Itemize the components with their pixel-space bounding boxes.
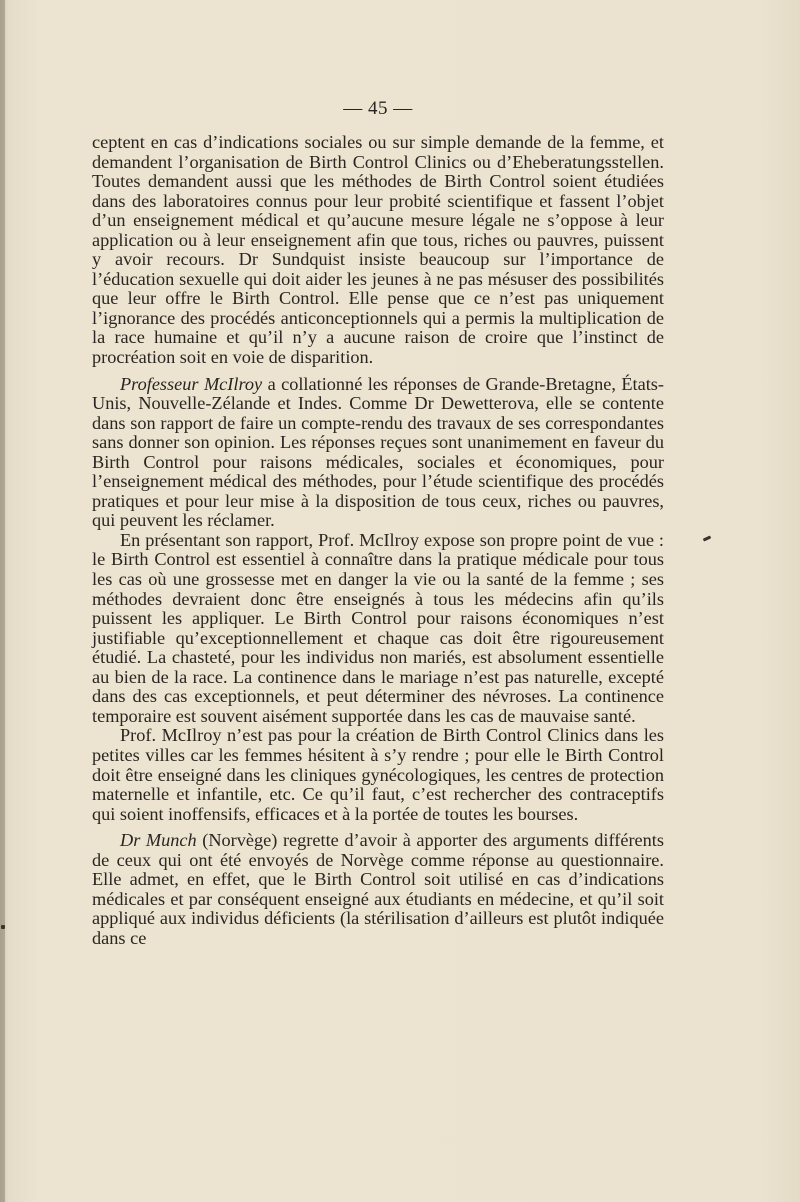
paragraph-4 bbox=[92, 726, 664, 824]
paragraph-5-author: Dr Munch bbox=[120, 830, 197, 851]
ink-speck-left bbox=[1, 925, 5, 929]
page-number: — 45 — bbox=[343, 98, 413, 119]
paragraph-5 bbox=[92, 831, 664, 948]
page-spine-edge bbox=[0, 0, 5, 1202]
ink-speck-right bbox=[703, 535, 712, 541]
paragraph-3-text: En présentant son rapport, Prof. McIlroy expose son propre point de vue : le Birth Control est essentiel à connaître dans la pratique médicale pour tous les cas où une grossesse met en danger la vie ou la santé de la femme ; ses méthodes devraient donc être enseignés à tous les médecins afin qu’ils puissent les appliquer. Le Birth Control pour raisons économiques n’est justifiable qu’exceptionnellement et chaque cas doit être rigoureusement étudié. La chasteté, pour les individus non mariés, est absolument essentielle au bien de la race. La continence dans le mariage n’est pas naturelle, excepté dans des cas exceptionnels, et peut déterminer des névroses. La continence temporaire est souvent aisément supportée dans les cas de mauvaise santé. bbox=[92, 529, 664, 726]
paragraph-1 bbox=[92, 133, 664, 368]
paragraph-2-text: a collationné les réponses de Grande-Bretagne, États-Unis, Nouvelle-Zélande et Indes. Comme Dr Dewetterova, elle se contente dans son rapport de faire un compte-rendu des travaux de ses correspondantes sans donner son opinion. Les réponses reçues sont unanimement en faveur du Birth Control pour raisons médicales, sociales et économiques, pour l’enseignement médical des méthodes, pour l’étude scientifique des procédés pratiques et pour leur mise à la disposition de tous ceux, riches ou pauvres, qui peuvent les réclamer. bbox=[92, 373, 664, 531]
paragraph-2-author: Professeur McIlroy bbox=[120, 373, 263, 394]
body-text bbox=[92, 133, 664, 948]
paragraph-1-text: ceptent en cas d’indications sociales ou sur simple demande de la femme, et demandent l’organisation de Birth Control Clinics ou d’Eheberatungsstellen. Toutes demandent aussi que les méthodes de Birth Control soient étudiées dans des laboratoires connus pour leur probité scientifique et fassent l’objet d’un enseignement médical et qu’aucune mesure légale ne s’oppose à leur application ou à leur enseignement afin que tous, riches ou pauvres, puissent y avoir recours. Dr Sundquist insiste beaucoup sur l’importance de l’éducation sexuelle qui doit aider les jeunes à ne pas mésuser des possibilités que leur offre le Birth Control. Elle pense que ce n’est pas uniquement l’ignorance des procédés anticonceptionnels qui a permis la multiplication de la race humaine et qu’il n’y a aucune raison de croire que l’instinct de procréation soit en voie de disparition. bbox=[92, 132, 664, 368]
paragraph-4-text: Prof. McIlroy n’est pas pour la création de Birth Control Clinics dans les petites villes car les femmes hésitent à s’y rendre ; pour elle le Birth Control doit être enseigné dans les cliniques gynécologiques, les centres de protection maternelle et infantile, etc. Ce qu’il faut, c’est rechercher des contraceptifs qui soient inoffensifs, efficaces et à la portée de toutes les bourses. bbox=[92, 725, 664, 824]
paragraph-3 bbox=[92, 531, 664, 726]
paragraph-2 bbox=[92, 375, 664, 531]
paragraph-5-text: (Norvège) regrette d’avoir à apporter des arguments différents de ceux qui ont été envoyés de Norvège comme réponse au questionnaire. Elle admet, en effet, que le Birth Control soit utilisé en cas d’indications médicales et par conséquent enseigné aux étudiants en médecine, et qu’il soit appliqué aux individus déficients (la stérilisation d’ailleurs est plutôt indiquée dans ce bbox=[92, 830, 664, 948]
